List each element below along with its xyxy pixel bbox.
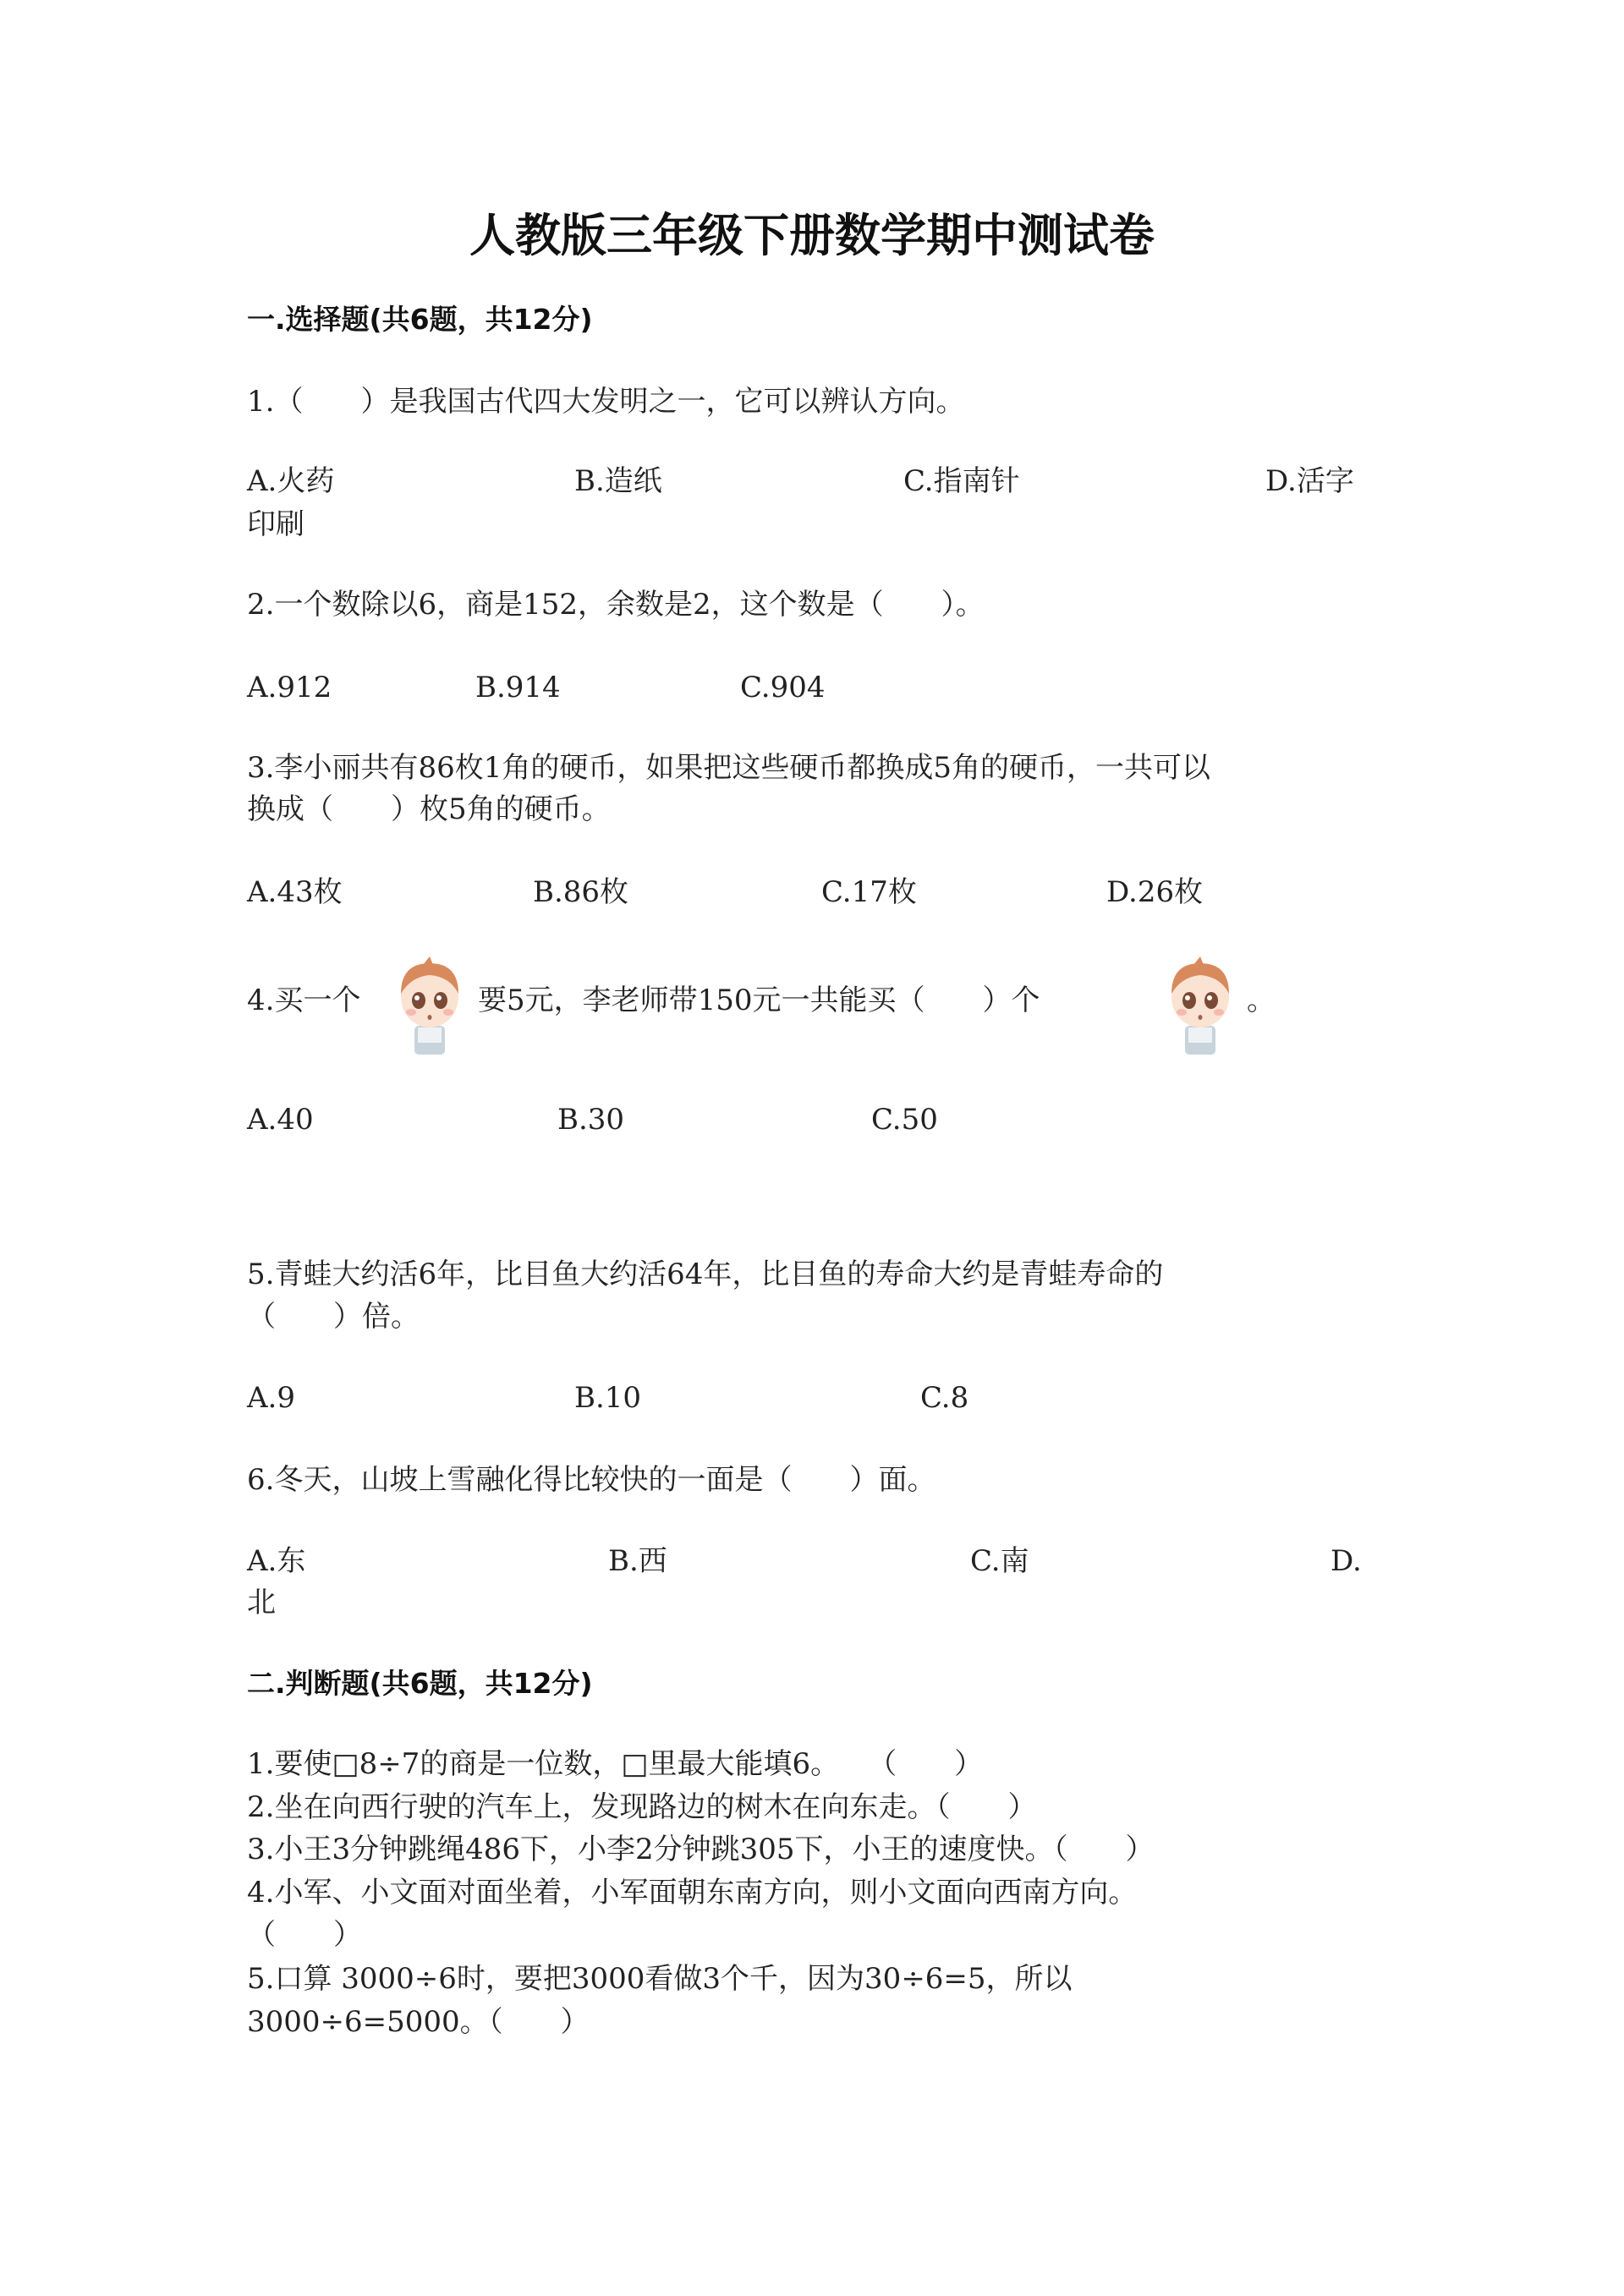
q1-option-b[interactable]: B.造纸 xyxy=(574,464,662,498)
judgement-4-line1: 4.小军、小文面对面坐着，小军面朝东南方向，则小文面向西南方向。 xyxy=(247,1876,1138,1910)
q4-option-c[interactable]: C.50 xyxy=(871,1103,938,1137)
q1-option-d-cont: 印刷 xyxy=(247,507,304,541)
q5-option-c[interactable]: C.8 xyxy=(920,1381,969,1415)
section-heading-choice: 一.选择题(共6题，共12分) xyxy=(247,303,593,336)
q6-option-d[interactable]: D. xyxy=(1330,1544,1362,1578)
q4-option-a[interactable]: A.40 xyxy=(247,1103,314,1137)
judgement-1: 1.要使□8÷7的商是一位数，□里最大能填6。 （ ） xyxy=(247,1747,984,1781)
q6-option-a[interactable]: A.东 xyxy=(247,1544,306,1578)
judgement-3: 3.小王3分钟跳绳486下，小李2分钟跳305下，小王的速度快。（ ） xyxy=(247,1833,1155,1866)
boy-figure-icon xyxy=(1160,956,1241,1058)
q3-option-a[interactable]: A.43枚 xyxy=(247,875,343,909)
q1-option-a[interactable]: A.火药 xyxy=(247,464,335,498)
section-heading-judgement: 二.判断题(共6题，共12分) xyxy=(247,1667,593,1700)
q2-option-c[interactable]: C.904 xyxy=(740,671,826,704)
judgement-2: 2.坐在向西行驶的汽车上，发现路边的树木在向东走。（ ） xyxy=(247,1790,1037,1824)
q5-option-b[interactable]: B.10 xyxy=(574,1381,642,1415)
question-6: 6.冬天，山坡上雪融化得比较快的一面是（ ）面。 xyxy=(247,1463,936,1497)
question-4-part2: 要5元，李老师带150元一共能买（ ）个 xyxy=(478,984,1040,1017)
q3-option-b[interactable]: B.86枚 xyxy=(533,875,629,909)
q1-option-d[interactable]: D.活字 xyxy=(1265,464,1354,498)
q4-option-b[interactable]: B.30 xyxy=(557,1103,625,1137)
q2-option-b[interactable]: B.914 xyxy=(475,671,561,704)
question-1: 1.（ ）是我国古代四大发明之一，它可以辨认方向。 xyxy=(247,385,965,419)
q3-option-d[interactable]: D.26枚 xyxy=(1106,875,1204,909)
q6-option-d-cont: 北 xyxy=(247,1586,276,1619)
q3-option-c[interactable]: C.17枚 xyxy=(821,875,917,909)
judgement-5-line2: 3000÷6=5000。（ ） xyxy=(247,2005,590,2039)
page-title: 人教版三年级下册数学期中测试卷 xyxy=(469,209,1155,262)
q1-option-c[interactable]: C.指南针 xyxy=(903,464,1020,498)
q2-option-a[interactable]: A.912 xyxy=(247,671,332,704)
question-5-line1: 5.青蛙大约活6年，比目鱼大约活64年，比目鱼的寿命大约是青蛙寿命的 xyxy=(247,1258,1164,1291)
q6-option-b[interactable]: B.西 xyxy=(608,1544,667,1578)
q5-option-a[interactable]: A.9 xyxy=(247,1381,295,1415)
judgement-4-line2: （ ） xyxy=(247,1918,362,1952)
question-5-line2: （ ）倍。 xyxy=(247,1300,420,1334)
question-3-line2: 换成（ ）枚5角的硬币。 xyxy=(247,792,611,826)
judgement-5-line1: 5.口算 3000÷6时，要把3000看做3个千，因为30÷6=5，所以 xyxy=(247,1962,1073,1996)
q6-option-c[interactable]: C.南 xyxy=(970,1544,1029,1578)
question-2: 2.一个数除以6，商是152，余数是2，这个数是（ ）。 xyxy=(247,588,985,622)
question-3-line1: 3.李小丽共有86枚1角的硬币，如果把这些硬币都换成5角的硬币，一共可以 xyxy=(247,751,1210,785)
question-4-part1: 4.买一个 xyxy=(247,984,361,1017)
question-4-part3: 。 xyxy=(1247,984,1276,1017)
boy-figure-icon xyxy=(389,956,470,1058)
